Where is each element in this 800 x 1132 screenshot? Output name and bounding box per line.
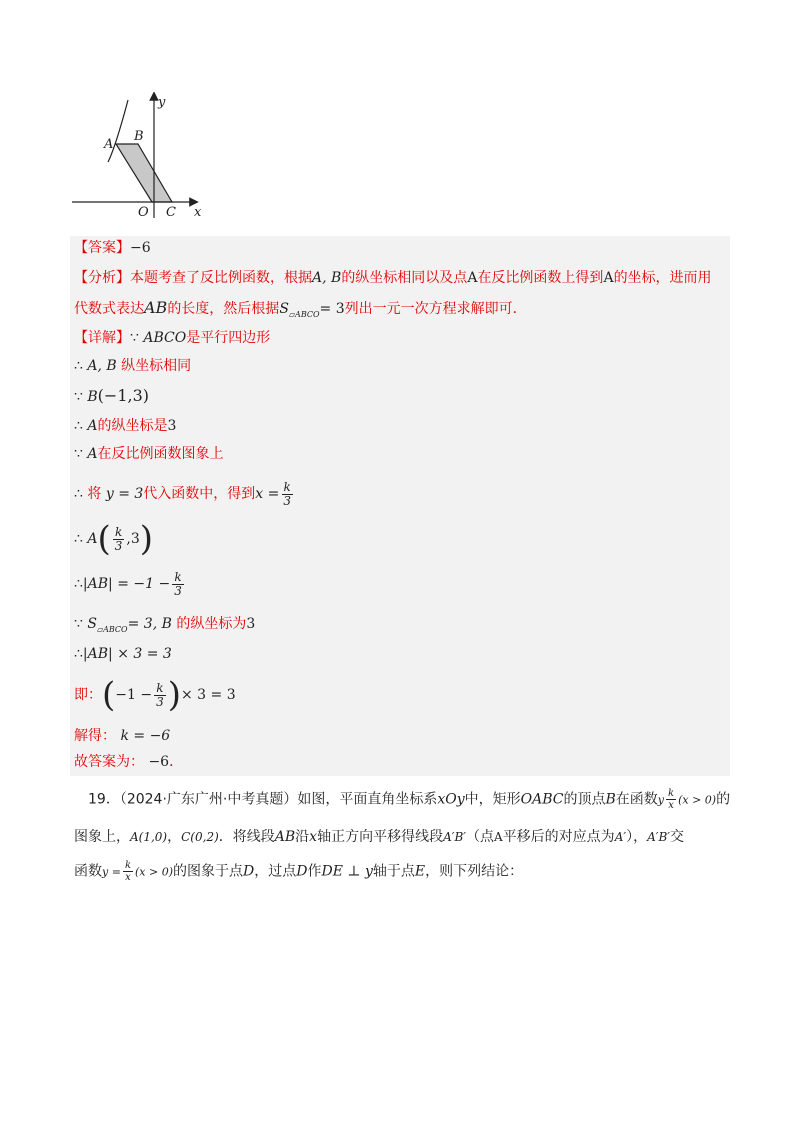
detail-line-11: 即：(−1 − $\frac{k}{3}$ )× 3 = 3 — [74, 675, 236, 715]
label-x: x — [194, 205, 202, 220]
coordinate-graph — [70, 92, 220, 222]
answer-value: −6 — [130, 240, 151, 256]
detail-line-1: 【详解】∵ ABCO是平行四边形 — [74, 330, 271, 346]
detail-line-4: ∴ A的纵坐标是3 — [74, 418, 177, 434]
question-19-line-3: 函数y = $\frac{k}{x}$ (x > 0)的图象于点D，过点D作DE ⊥ y轴于点E，则下列结论： — [74, 860, 524, 883]
geometry-figure — [70, 92, 220, 222]
detail-line-7: ∴ A( $\frac{k}{3}$ ,3) — [74, 519, 154, 559]
question-19-line-2: 图象上，A(1,0)，C(0,2)．将线段AB沿x轴正方向平移得线段A′B′（点A平移后的对应点为A′），A′B′交 — [74, 829, 685, 845]
detail-line-13: 故答案为： −6． — [74, 754, 184, 770]
detail-line-8: ∴|AB| = −1 − $\frac{k}{3}$ — [74, 569, 182, 598]
label-a: A — [104, 137, 114, 152]
detail-line-3: ∵ B(−1,3) — [74, 386, 150, 405]
detail-line-12: 解得： k = −6 — [74, 728, 171, 744]
label-y: y — [158, 95, 166, 110]
detail-line-6: ∴ 将 y = 3代入函数中，得到x = $\frac{k}{3}$ — [74, 479, 291, 508]
answer-line — [74, 238, 151, 258]
parallelogram-abco — [116, 144, 172, 202]
analysis-line-2: 代数式表达AB的长度，然后根据$S_{▱ABCO}= 3$列出一元一次方程求解即可． — [74, 298, 527, 319]
analysis-line-1: 【分析】本题考查了反比例函数，根据A, B的纵坐标相同以及点A在反比例函数上得到A的坐标，进而用 — [74, 270, 712, 286]
fraction-k-over-3: $\frac{k}{3}$ — [283, 479, 291, 508]
question-19-line-1: 19．（2024·广东广州·中考真题）如图，平面直角坐标系xOy中，矩形OABC的顶点B在函数y $\frac{k}{x}$ (x > 0)的 — [88, 788, 731, 811]
label-c: C — [166, 205, 176, 220]
answer-tag: 【答案】 — [74, 240, 130, 256]
detail-line-2: ∴ A, B 纵坐标相同 — [74, 358, 192, 374]
detail-line-5: ∵ A在反比例函数图象上 — [74, 446, 224, 462]
detail-line-10: ∴|AB| × 3 = 3 — [74, 646, 172, 662]
label-b: B — [134, 129, 144, 144]
detail-line-9: ∵ $S_{▱ABCO}= 3$, B 的纵坐标为3 — [74, 616, 256, 634]
label-o: O — [138, 205, 149, 220]
